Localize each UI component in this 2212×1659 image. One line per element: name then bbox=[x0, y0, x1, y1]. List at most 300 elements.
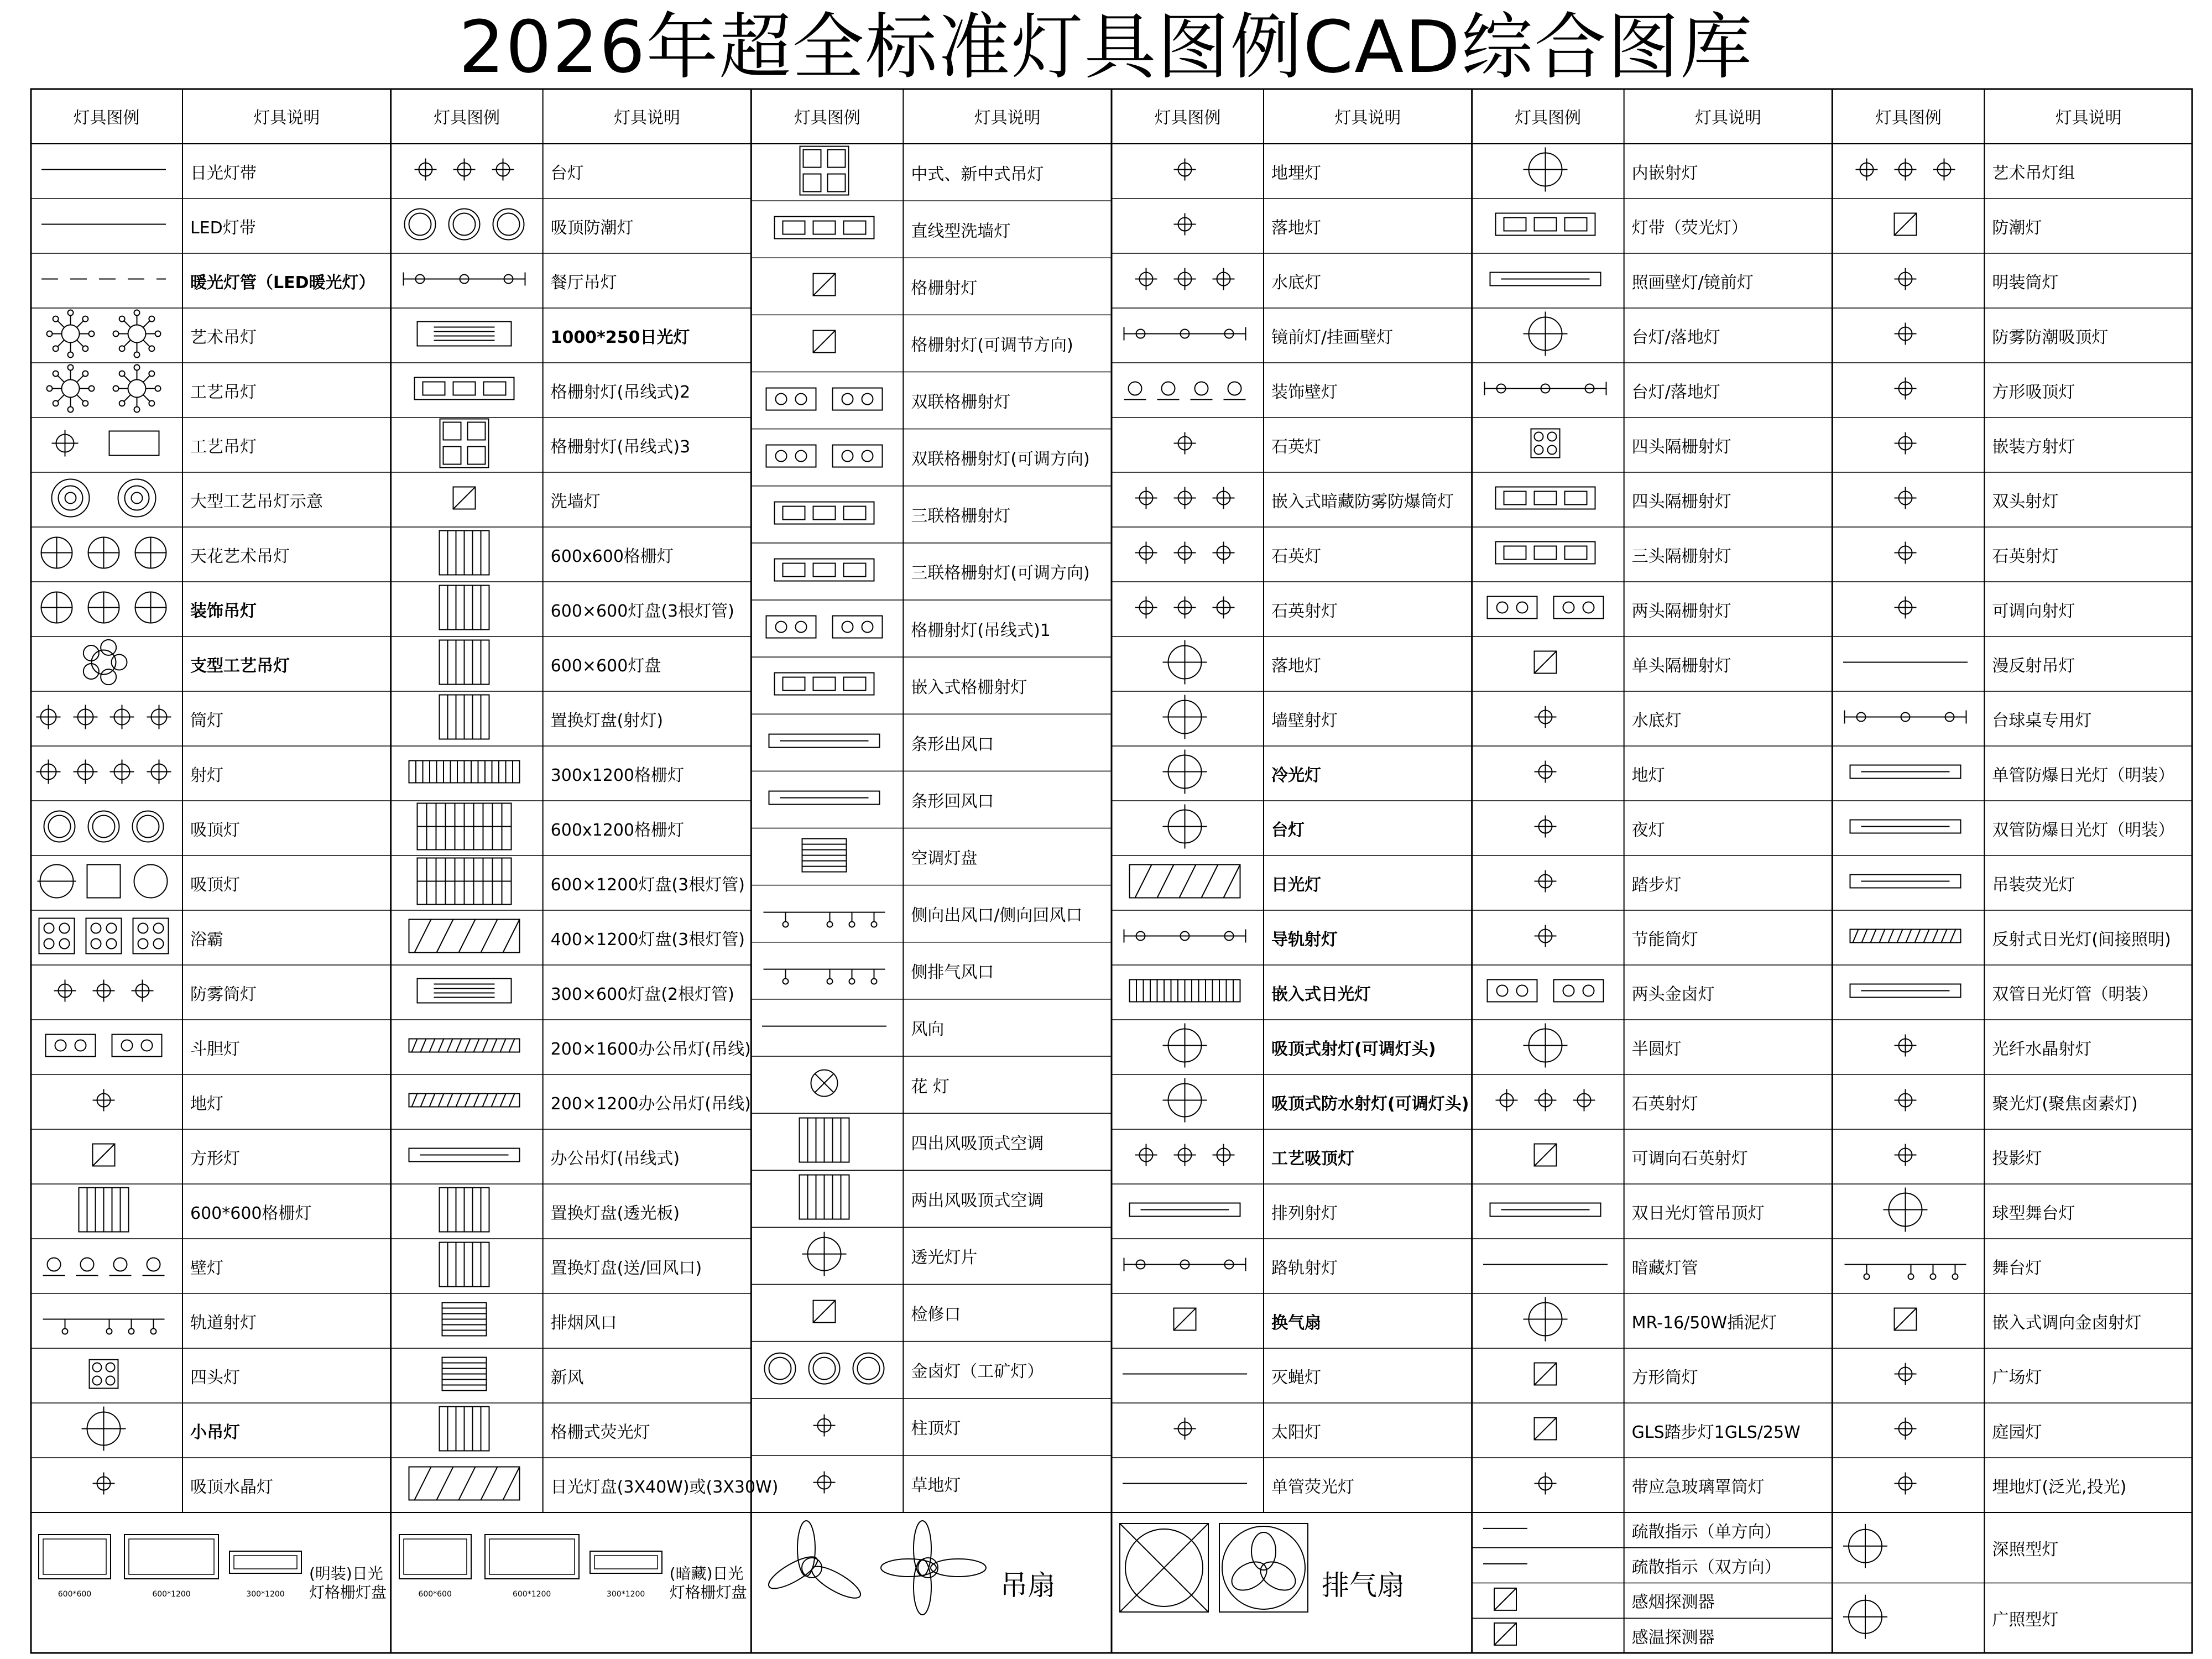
legend-description: 方形筒灯 bbox=[1631, 1368, 1698, 1387]
legend-description: 三头隔栅射灯 bbox=[1631, 546, 1731, 566]
legend-description: 200×1200办公吊灯(吊线) bbox=[550, 1094, 751, 1114]
circ3-icon bbox=[391, 199, 538, 250]
crosssmall-icon bbox=[1472, 801, 1619, 852]
circ1-icon bbox=[1112, 637, 1258, 688]
legend-description: 台球桌专用灯 bbox=[1992, 711, 2092, 731]
legend-symbol bbox=[1112, 1020, 1264, 1074]
legend-description: 四头灯 bbox=[190, 1368, 240, 1387]
legend-symbol bbox=[1832, 637, 1984, 691]
track-icon bbox=[30, 1293, 177, 1345]
legend-symbol bbox=[30, 1348, 182, 1403]
legend-description: 新风 bbox=[550, 1368, 584, 1387]
panel-size-label: 600*1200 bbox=[512, 1590, 551, 1599]
legend-description: 双联格栅射灯 bbox=[911, 393, 1011, 413]
legend-description: 带应急玻璃罩筒灯 bbox=[1631, 1477, 1765, 1497]
header-description: 灯具说明 bbox=[613, 108, 680, 128]
cross4-icon bbox=[30, 746, 177, 797]
legend-symbol bbox=[391, 418, 543, 472]
legend-symbol bbox=[1112, 691, 1264, 746]
legend-description: 艺术吊灯 bbox=[190, 327, 257, 347]
legend-symbol bbox=[1472, 418, 1624, 472]
rail-icon bbox=[1112, 1239, 1258, 1290]
legend-description: 格栅射灯(吊线式)2 bbox=[550, 382, 691, 402]
legend-symbol bbox=[30, 418, 182, 472]
bottom-symbol bbox=[1472, 1512, 1624, 1548]
legend-symbol bbox=[1472, 746, 1624, 801]
panel-size-label: 300*1200 bbox=[246, 1590, 285, 1599]
crosssmall-icon bbox=[1112, 144, 1258, 195]
legend-symbol bbox=[1112, 1403, 1264, 1458]
art2-icon bbox=[30, 363, 177, 414]
hatchbar-icon bbox=[391, 1020, 538, 1071]
header-symbol: 灯具图例 bbox=[73, 108, 140, 128]
legend-description: MR-16/50W插泥灯 bbox=[1631, 1313, 1777, 1333]
legend-description: 防雾筒灯 bbox=[190, 984, 257, 1004]
bottom-description: 感烟探测器 bbox=[1631, 1593, 1715, 1613]
legend-description: 两头金卤灯 bbox=[1631, 984, 1715, 1004]
line-icon bbox=[1832, 637, 1979, 688]
legend-symbol bbox=[751, 1342, 903, 1399]
legend-description: 光纤水晶射灯 bbox=[1992, 1039, 2092, 1059]
legend-description: 防潮灯 bbox=[1992, 218, 2042, 238]
squarex-icon bbox=[1112, 1293, 1258, 1345]
bottom-symbol bbox=[1472, 1548, 1624, 1583]
legend-description: 直线型洗墙灯 bbox=[911, 221, 1011, 241]
legend-symbol bbox=[751, 714, 903, 771]
dash-icon bbox=[30, 253, 177, 305]
circsq-icon bbox=[30, 855, 177, 907]
legend-description: 单管防爆日光灯（明装） bbox=[1992, 765, 2175, 785]
grille-icon bbox=[391, 691, 538, 743]
legend-symbol bbox=[391, 1074, 543, 1129]
legend-description: 餐厅吊灯 bbox=[550, 273, 617, 293]
legend-symbol bbox=[1112, 363, 1264, 418]
grille-icon bbox=[391, 1403, 538, 1454]
bottom-description: 广照型灯 bbox=[1992, 1610, 2059, 1630]
legend-symbol bbox=[1112, 582, 1264, 637]
legend-description: 艺术吊灯组 bbox=[1992, 163, 2075, 183]
squarex-icon bbox=[751, 258, 898, 311]
legend-sheet bbox=[30, 88, 2193, 1653]
line-icon bbox=[1472, 1239, 1619, 1290]
bottom-description: 疏散指示（双方向） bbox=[1631, 1557, 1781, 1577]
double2-icon bbox=[751, 429, 898, 483]
legend-description: 吸顶式射灯(可调灯头) bbox=[1271, 1039, 1436, 1059]
legend-symbol bbox=[1832, 1129, 1984, 1184]
legend-symbol bbox=[1832, 253, 1984, 308]
cross3-icon bbox=[1112, 253, 1258, 305]
bottom-description: 感温探测器 bbox=[1631, 1628, 1715, 1648]
legend-symbol bbox=[30, 1403, 182, 1458]
crosssmall-icon bbox=[30, 1074, 177, 1126]
legend-symbol bbox=[30, 472, 182, 527]
exhaust-fan-symbols bbox=[1112, 1512, 1316, 1653]
crosssmall-icon bbox=[1832, 1074, 1979, 1126]
legend-description: GLS踏步灯1GLS/25W bbox=[1631, 1422, 1801, 1442]
header-description: 灯具说明 bbox=[974, 108, 1041, 128]
legend-description: 半圆灯 bbox=[1631, 1039, 1682, 1059]
legend-symbol bbox=[1112, 1129, 1264, 1184]
panel3-icon bbox=[391, 363, 538, 414]
legend-description: 嵌入式日光灯 bbox=[1271, 984, 1371, 1004]
squarex-icon bbox=[1832, 1293, 1979, 1345]
legend-description: 嵌装方射灯 bbox=[1992, 437, 2075, 457]
double2-icon bbox=[751, 372, 898, 426]
bottom-symbol bbox=[1832, 1583, 1984, 1654]
legend-description: 200×1600办公吊灯(吊线) bbox=[550, 1039, 751, 1059]
legend-symbol bbox=[1112, 1184, 1264, 1239]
bar-icon bbox=[751, 771, 898, 825]
legend-symbol bbox=[1472, 363, 1624, 418]
panel-size-label: 300*1200 bbox=[606, 1590, 645, 1599]
bottom-symbol bbox=[1472, 1618, 1624, 1653]
legend-description: 600x600格栅灯 bbox=[550, 546, 674, 566]
legend-description: 壁灯 bbox=[190, 1258, 223, 1278]
legend-symbol bbox=[751, 885, 903, 942]
legend-symbol bbox=[1112, 1293, 1264, 1348]
exhaust-fan-label: 排气扇 bbox=[1322, 1569, 1405, 1601]
legend-description: 两头隔栅射灯 bbox=[1631, 601, 1731, 621]
legend-description: 双管日光灯管（明装） bbox=[1992, 984, 2158, 1004]
legend-description: 装饰壁灯 bbox=[1271, 382, 1338, 402]
legend-symbol bbox=[1832, 1348, 1984, 1403]
legend-symbol bbox=[30, 1184, 182, 1239]
legend-symbol bbox=[1832, 910, 1984, 965]
legend-description: 600*600格栅灯 bbox=[190, 1203, 312, 1223]
legend-symbol bbox=[391, 582, 543, 637]
legend-symbol bbox=[1472, 582, 1624, 637]
legend-description: 条形回风口 bbox=[911, 791, 994, 811]
legend-symbol bbox=[1112, 1074, 1264, 1129]
squarex-icon bbox=[1472, 1403, 1619, 1454]
legend-symbol bbox=[30, 1458, 182, 1512]
legend-symbol bbox=[391, 801, 543, 855]
legend-description: 石英灯 bbox=[1271, 546, 1321, 566]
legend-symbol bbox=[1832, 1293, 1984, 1348]
squarex-icon bbox=[1472, 1618, 1538, 1650]
legend-description: 草地灯 bbox=[911, 1476, 961, 1496]
cross3-icon bbox=[1112, 1129, 1258, 1181]
art3-icon bbox=[30, 527, 177, 578]
legend-symbol bbox=[30, 199, 182, 253]
grille-icon bbox=[30, 1184, 177, 1235]
circx-icon bbox=[751, 1056, 898, 1110]
panel3-icon bbox=[751, 201, 898, 254]
four-icon bbox=[30, 1348, 177, 1400]
grille-icon bbox=[391, 582, 538, 633]
legend-description: 可调向石英射灯 bbox=[1631, 1149, 1748, 1168]
panel3-icon bbox=[1472, 199, 1619, 250]
bottom-description: 深照型灯 bbox=[1992, 1540, 2059, 1559]
line-icon bbox=[1472, 1548, 1538, 1580]
squarex-icon bbox=[1832, 199, 1979, 250]
legend-symbol bbox=[1472, 965, 1624, 1020]
legend-description: 嵌入式暗藏防雾防爆筒灯 bbox=[1271, 492, 1454, 512]
legend-description: 风向 bbox=[911, 1020, 945, 1040]
legend-description: 镜前灯/挂画壁灯 bbox=[1271, 327, 1394, 347]
legend-description: 单管荧光灯 bbox=[1271, 1477, 1354, 1497]
legend-symbol bbox=[391, 1129, 543, 1184]
panel-icon bbox=[391, 965, 538, 1016]
quad-icon bbox=[751, 144, 898, 197]
crosssmall-icon bbox=[1472, 746, 1619, 797]
legend-description: 300×600灯盘(2根灯管) bbox=[550, 984, 734, 1004]
grille-icon bbox=[751, 1170, 898, 1224]
hatchbar-icon bbox=[391, 1074, 538, 1126]
crosssmall-icon bbox=[1832, 472, 1979, 524]
legend-description: 地埋灯 bbox=[1271, 163, 1321, 183]
bar-icon bbox=[1472, 253, 1619, 305]
cross3-icon bbox=[1832, 144, 1979, 195]
squarex-icon bbox=[30, 1129, 177, 1181]
bar-icon bbox=[1112, 1184, 1258, 1235]
legend-description: 台灯/落地灯 bbox=[1631, 382, 1720, 402]
crosssmall-icon bbox=[1832, 1458, 1979, 1509]
legend-description: 地灯 bbox=[1631, 765, 1665, 785]
grille-icon bbox=[391, 637, 538, 688]
crosssmall-icon bbox=[1472, 1458, 1619, 1509]
legend-description: 照画壁灯/镜前灯 bbox=[1631, 273, 1754, 293]
line-icon bbox=[1112, 1348, 1258, 1400]
legend-symbol bbox=[751, 1227, 903, 1284]
legend-symbol bbox=[1832, 691, 1984, 746]
legend-symbol bbox=[751, 201, 903, 258]
art2-icon bbox=[30, 308, 177, 359]
legend-symbol bbox=[391, 527, 543, 582]
art3-icon bbox=[30, 582, 177, 633]
circ1-icon bbox=[1472, 144, 1619, 195]
legend-symbol bbox=[30, 144, 182, 199]
legend-description: 斗胆灯 bbox=[190, 1039, 240, 1059]
legend-description: 300x1200格栅灯 bbox=[550, 765, 685, 785]
legend-description: 检修口 bbox=[911, 1305, 961, 1325]
crosssmall-icon bbox=[1832, 1403, 1979, 1454]
legend-symbol bbox=[1472, 910, 1624, 965]
double2-icon bbox=[30, 1020, 177, 1071]
double2-icon bbox=[751, 600, 898, 654]
four-icon bbox=[1472, 418, 1619, 469]
cross3-icon bbox=[1112, 527, 1258, 578]
legend-symbol bbox=[1112, 855, 1264, 910]
legend-description: 内嵌射灯 bbox=[1631, 163, 1698, 183]
legend-description: 庭园灯 bbox=[1992, 1422, 2042, 1442]
circ1-icon bbox=[751, 1227, 898, 1281]
legend-description: 支型工艺吊灯 bbox=[190, 656, 290, 676]
track-icon bbox=[751, 942, 898, 996]
quad-icon bbox=[391, 418, 538, 469]
crosssmall-icon bbox=[1832, 308, 1979, 359]
bar-icon bbox=[751, 714, 898, 768]
squarex-icon bbox=[1472, 1129, 1619, 1181]
legend-description: 方形灯 bbox=[190, 1149, 240, 1168]
panel3-icon bbox=[1472, 527, 1619, 578]
legend-description: 侧向出风口/侧向回风口 bbox=[911, 906, 1083, 926]
header-description: 灯具说明 bbox=[1334, 108, 1401, 128]
legend-symbol bbox=[1112, 801, 1264, 855]
legend-description: 浴霸 bbox=[190, 930, 223, 950]
panel3-icon bbox=[751, 486, 898, 540]
biggrille-icon bbox=[391, 855, 538, 907]
legend-symbol bbox=[391, 144, 543, 199]
circ1-icon bbox=[30, 1403, 177, 1454]
circ1-icon bbox=[1112, 801, 1258, 852]
grille-icon bbox=[391, 1184, 538, 1235]
vent-icon bbox=[391, 1293, 538, 1345]
legend-description: 排烟风口 bbox=[550, 1313, 617, 1333]
rail-icon bbox=[1832, 691, 1979, 743]
legend-symbol bbox=[30, 363, 182, 418]
legend-description: 方形吸顶灯 bbox=[1992, 382, 2075, 402]
legend-description: 格栅射灯(吊线式)1 bbox=[911, 620, 1051, 640]
bar-icon bbox=[391, 1129, 538, 1181]
legend-symbol bbox=[30, 1020, 182, 1074]
cross3-icon bbox=[30, 965, 177, 1016]
circ-rect-icon bbox=[30, 418, 177, 469]
circ1-icon bbox=[1832, 1512, 1898, 1580]
legend-symbol bbox=[1472, 1458, 1624, 1512]
legend-description: 石英射灯 bbox=[1992, 546, 2059, 566]
legend-description: 暖光灯管（LED暖光灯） bbox=[190, 273, 375, 293]
circ1-icon bbox=[1832, 1583, 1898, 1651]
legend-symbol bbox=[1112, 637, 1264, 691]
header-symbol: 灯具图例 bbox=[434, 108, 500, 128]
legend-symbol bbox=[751, 1455, 903, 1512]
legend-description: 中式、新中式吊灯 bbox=[911, 164, 1044, 184]
legend-symbol bbox=[1832, 527, 1984, 582]
vent-icon bbox=[391, 1348, 538, 1400]
legend-symbol bbox=[391, 637, 543, 691]
legend-description: 日光灯 bbox=[1271, 875, 1321, 895]
legend-symbol bbox=[751, 543, 903, 600]
bar-icon bbox=[1832, 855, 1979, 907]
circ1-icon bbox=[1112, 1020, 1258, 1071]
legend-description: 600×600灯盘 bbox=[550, 656, 661, 676]
legend-symbol bbox=[1832, 1184, 1984, 1239]
legend-description: 工艺吊灯 bbox=[190, 437, 257, 457]
legend-symbol bbox=[1112, 418, 1264, 472]
legend-symbol bbox=[1832, 418, 1984, 472]
legend-symbol bbox=[30, 1074, 182, 1129]
legend-description: 暗藏灯管 bbox=[1631, 1258, 1698, 1278]
legend-symbol bbox=[751, 1285, 903, 1342]
legend-description: 格栅式荧光灯 bbox=[550, 1422, 650, 1442]
track-icon bbox=[751, 885, 898, 939]
cross4-icon bbox=[30, 691, 177, 743]
legend-symbol bbox=[1112, 1458, 1264, 1512]
rings2-icon bbox=[30, 472, 177, 524]
legend-description: 格栅射灯 bbox=[911, 278, 978, 298]
track-icon bbox=[1832, 1239, 1979, 1290]
legend-symbol bbox=[751, 942, 903, 999]
squarex-icon bbox=[1472, 1348, 1619, 1400]
legend-symbol bbox=[1472, 199, 1624, 253]
legend-description: 广场灯 bbox=[1992, 1368, 2042, 1387]
legend-description: 四头隔栅射灯 bbox=[1631, 492, 1731, 512]
legend-description: 花 灯 bbox=[911, 1077, 950, 1097]
squarex-icon bbox=[1472, 1583, 1538, 1615]
legend-description: 石英灯 bbox=[1271, 437, 1321, 457]
legend-symbol bbox=[30, 691, 182, 746]
legend-description: 明装筒灯 bbox=[1992, 273, 2059, 293]
longgrille-icon bbox=[391, 746, 538, 797]
hatch-icon bbox=[391, 1458, 538, 1509]
legend-description: 灭蝇灯 bbox=[1271, 1368, 1321, 1387]
legend-description: 排列射灯 bbox=[1271, 1203, 1338, 1223]
legend-description: 空调灯盘 bbox=[911, 849, 978, 869]
legend-description: 球型舞台灯 bbox=[1992, 1203, 2075, 1223]
crosssmall-icon bbox=[1832, 1020, 1979, 1071]
exhaust-fan-icon bbox=[1112, 1512, 1316, 1650]
legend-description: 双管防爆日光灯（明装） bbox=[1992, 820, 2175, 840]
legend-symbol bbox=[751, 1113, 903, 1170]
legend-description: 可调向射灯 bbox=[1992, 601, 2075, 621]
header-description: 灯具说明 bbox=[253, 108, 320, 128]
rail-icon bbox=[1112, 308, 1258, 359]
legend-description: 落地灯 bbox=[1271, 656, 1321, 676]
legend-description: 台灯 bbox=[550, 163, 584, 183]
legend-symbol bbox=[1472, 1129, 1624, 1184]
legend-symbol bbox=[391, 1239, 543, 1293]
legend-description: 置换灯盘(送/回风口) bbox=[550, 1258, 702, 1278]
legend-symbol bbox=[1472, 1184, 1624, 1239]
crosssmall-icon bbox=[1832, 582, 1979, 633]
legend-description: 节能筒灯 bbox=[1631, 930, 1698, 950]
legend-symbol bbox=[1472, 527, 1624, 582]
legend-description: 透光灯片 bbox=[911, 1248, 978, 1267]
crosssmall-icon bbox=[1112, 1403, 1258, 1454]
legend-description: 吊装荧光灯 bbox=[1992, 875, 2075, 895]
crosssmall-icon bbox=[1112, 418, 1258, 469]
legend-description: 吸顶水晶灯 bbox=[190, 1477, 273, 1497]
legend-description: 聚光灯(聚焦卤素灯) bbox=[1992, 1094, 2138, 1114]
rail-icon bbox=[1112, 910, 1258, 962]
bottom-grille-label: (明装)日光灯格栅灯盘 bbox=[309, 1564, 387, 1601]
legend-symbol bbox=[1832, 199, 1984, 253]
legend-symbol bbox=[1832, 144, 1984, 199]
legend-description: 格栅射灯(可调节方向) bbox=[911, 335, 1073, 355]
vent-icon bbox=[751, 828, 898, 882]
legend-symbol bbox=[1112, 199, 1264, 253]
legend-description: 双日光灯管吊顶灯 bbox=[1631, 1203, 1765, 1223]
legend-symbol bbox=[391, 1020, 543, 1074]
legend-symbol bbox=[391, 363, 543, 418]
legend-symbol bbox=[1832, 1239, 1984, 1293]
legend-symbol bbox=[1112, 253, 1264, 308]
legend-symbol bbox=[751, 1399, 903, 1455]
legend-description: 600x1200格栅灯 bbox=[550, 820, 685, 840]
ceiling-fan-symbols bbox=[751, 1512, 994, 1653]
circ1-icon bbox=[1472, 1293, 1619, 1345]
legend-description: 大型工艺吊灯示意 bbox=[190, 492, 323, 512]
crosssmall-icon bbox=[1472, 855, 1619, 907]
legend-description: 投影灯 bbox=[1992, 1149, 2042, 1168]
legend-description: 格栅射灯(吊线式)3 bbox=[550, 437, 691, 457]
legend-symbol bbox=[751, 657, 903, 714]
legend-symbol bbox=[1112, 910, 1264, 965]
legend-symbol bbox=[751, 1056, 903, 1113]
legend-description: 侧排气风口 bbox=[911, 963, 994, 983]
line-icon bbox=[1112, 1458, 1258, 1509]
squarex-icon bbox=[751, 315, 898, 368]
crosssmall-icon bbox=[1472, 691, 1619, 743]
legend-description: 埋地灯(泛光,投光) bbox=[1992, 1477, 2127, 1497]
bottom-grille-label: (暗藏)日光灯格栅灯盘 bbox=[669, 1564, 747, 1601]
legend-symbol bbox=[1112, 1348, 1264, 1403]
legend-description: 冷光灯 bbox=[1271, 765, 1321, 785]
legend-description: 单头隔栅射灯 bbox=[1631, 656, 1731, 676]
legend-symbol bbox=[1112, 308, 1264, 363]
longgrille-icon bbox=[1112, 965, 1258, 1016]
